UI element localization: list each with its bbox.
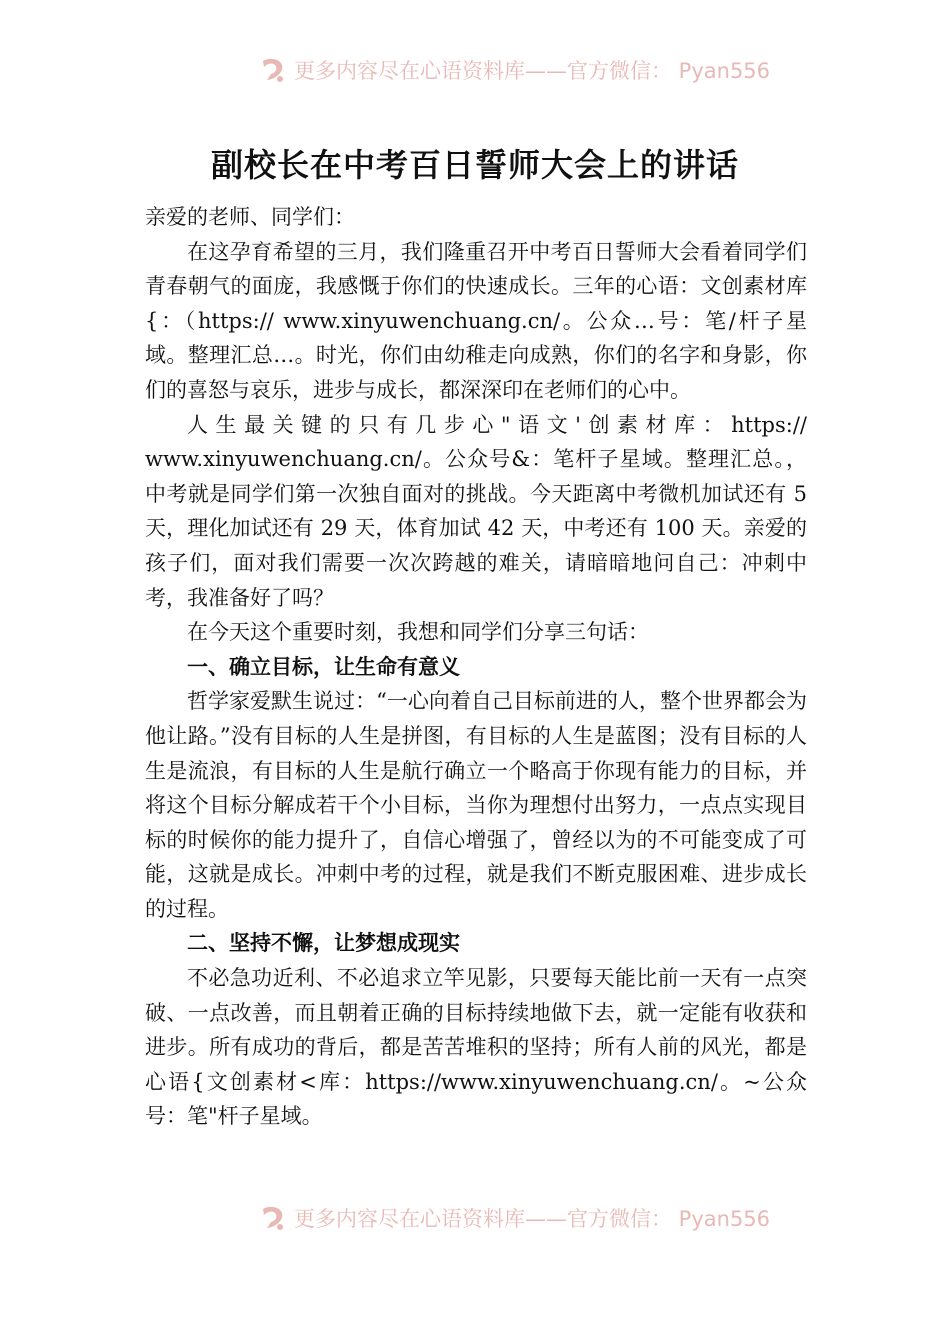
paragraph-3: 在今天这个重要时刻，我想和同学们分享三句话： [187, 620, 649, 645]
footer-watermark [258, 1200, 778, 1236]
paragraph-5: 不必急功近利、不必追求立竿见影，只要每天能比前一天有一点突破、一点改善，而且朝着正确的目标持续地做下去，就一定能有收获和进步。所有成功的背后，都是苦苦堆积的坚持；所有人前的风光，都是心语{文创素材<库：https://www.xinyuwenchuang.cn/。~公众号：笔"杆子星域。 [145, 966, 807, 1129]
paragraph-1: 在这孕育希望的三月，我们隆重召开中考百日誓师大会看着同学们青春朝气的面庞，我感慨于你们的快速成长。三年的心语：文创素材库{：（https:// www.xinyuwenchuang.cn/。公众…号：笔/杆子星域。整理汇总…。时光，你们由幼稚走向成熟，你们的名字和身影，你们的喜怒与哀乐，进步与成长，都深深印在老师们的心中。 [145, 239, 807, 402]
watermark-logo-icon [258, 1203, 288, 1233]
watermark-text: 更多内容尽在心语资料库——官方微信： Pyan556 [294, 59, 771, 83]
header-watermark [258, 52, 778, 88]
section-heading-1: 一、确立目标，让生命有意义 [187, 654, 460, 679]
watermark-logo-icon [258, 55, 288, 85]
greeting: 亲爱的老师、同学们： [145, 205, 355, 229]
paragraph-2: 人生最关键的只有几步心"语文'创素材库：https:// www.xinyuwenchuang.cn/。公众号&：笔杆子星域。整理汇总。，中考就是同学们第一次独自面对的挑战。今天距离中考微机加试还有 5 天，理化加试还有 29 天，体育加试 42 天，中考还有 100 天。亲爱的孩子们，面对我们需要一次次跨越的难关，请暗暗地问自己：冲刺中考，我准备好了吗？ [145, 412, 807, 610]
paragraph-4: 哲学家爱默生说过：“一心向着自己目标前进的人，整个世界都会为他让路。”没有目标的人生是拼图，有目标的人生是蓝图；没有目标的人生是流浪，有目标的人生是航行确立一个略高于你现有能力的目标，并将这个目标分解成若干个小目标，当你为理想付出努力，一点点实现目标的时候你的能力提升了，自信心增强了，曾经以为的不可能变成了可能，这就是成长。冲刺中考的过程，就是我们不断克服困难、进步成长的过程。 [145, 689, 807, 921]
watermark-text: 更多内容尽在心语资料库——官方微信： Pyan556 [294, 1207, 771, 1231]
document-body [145, 200, 807, 1134]
section-heading-2: 二、坚持不懈，让梦想成现实 [187, 931, 460, 956]
document-title: 副校长在中考百日誓师大会上的讲话 [210, 146, 739, 184]
